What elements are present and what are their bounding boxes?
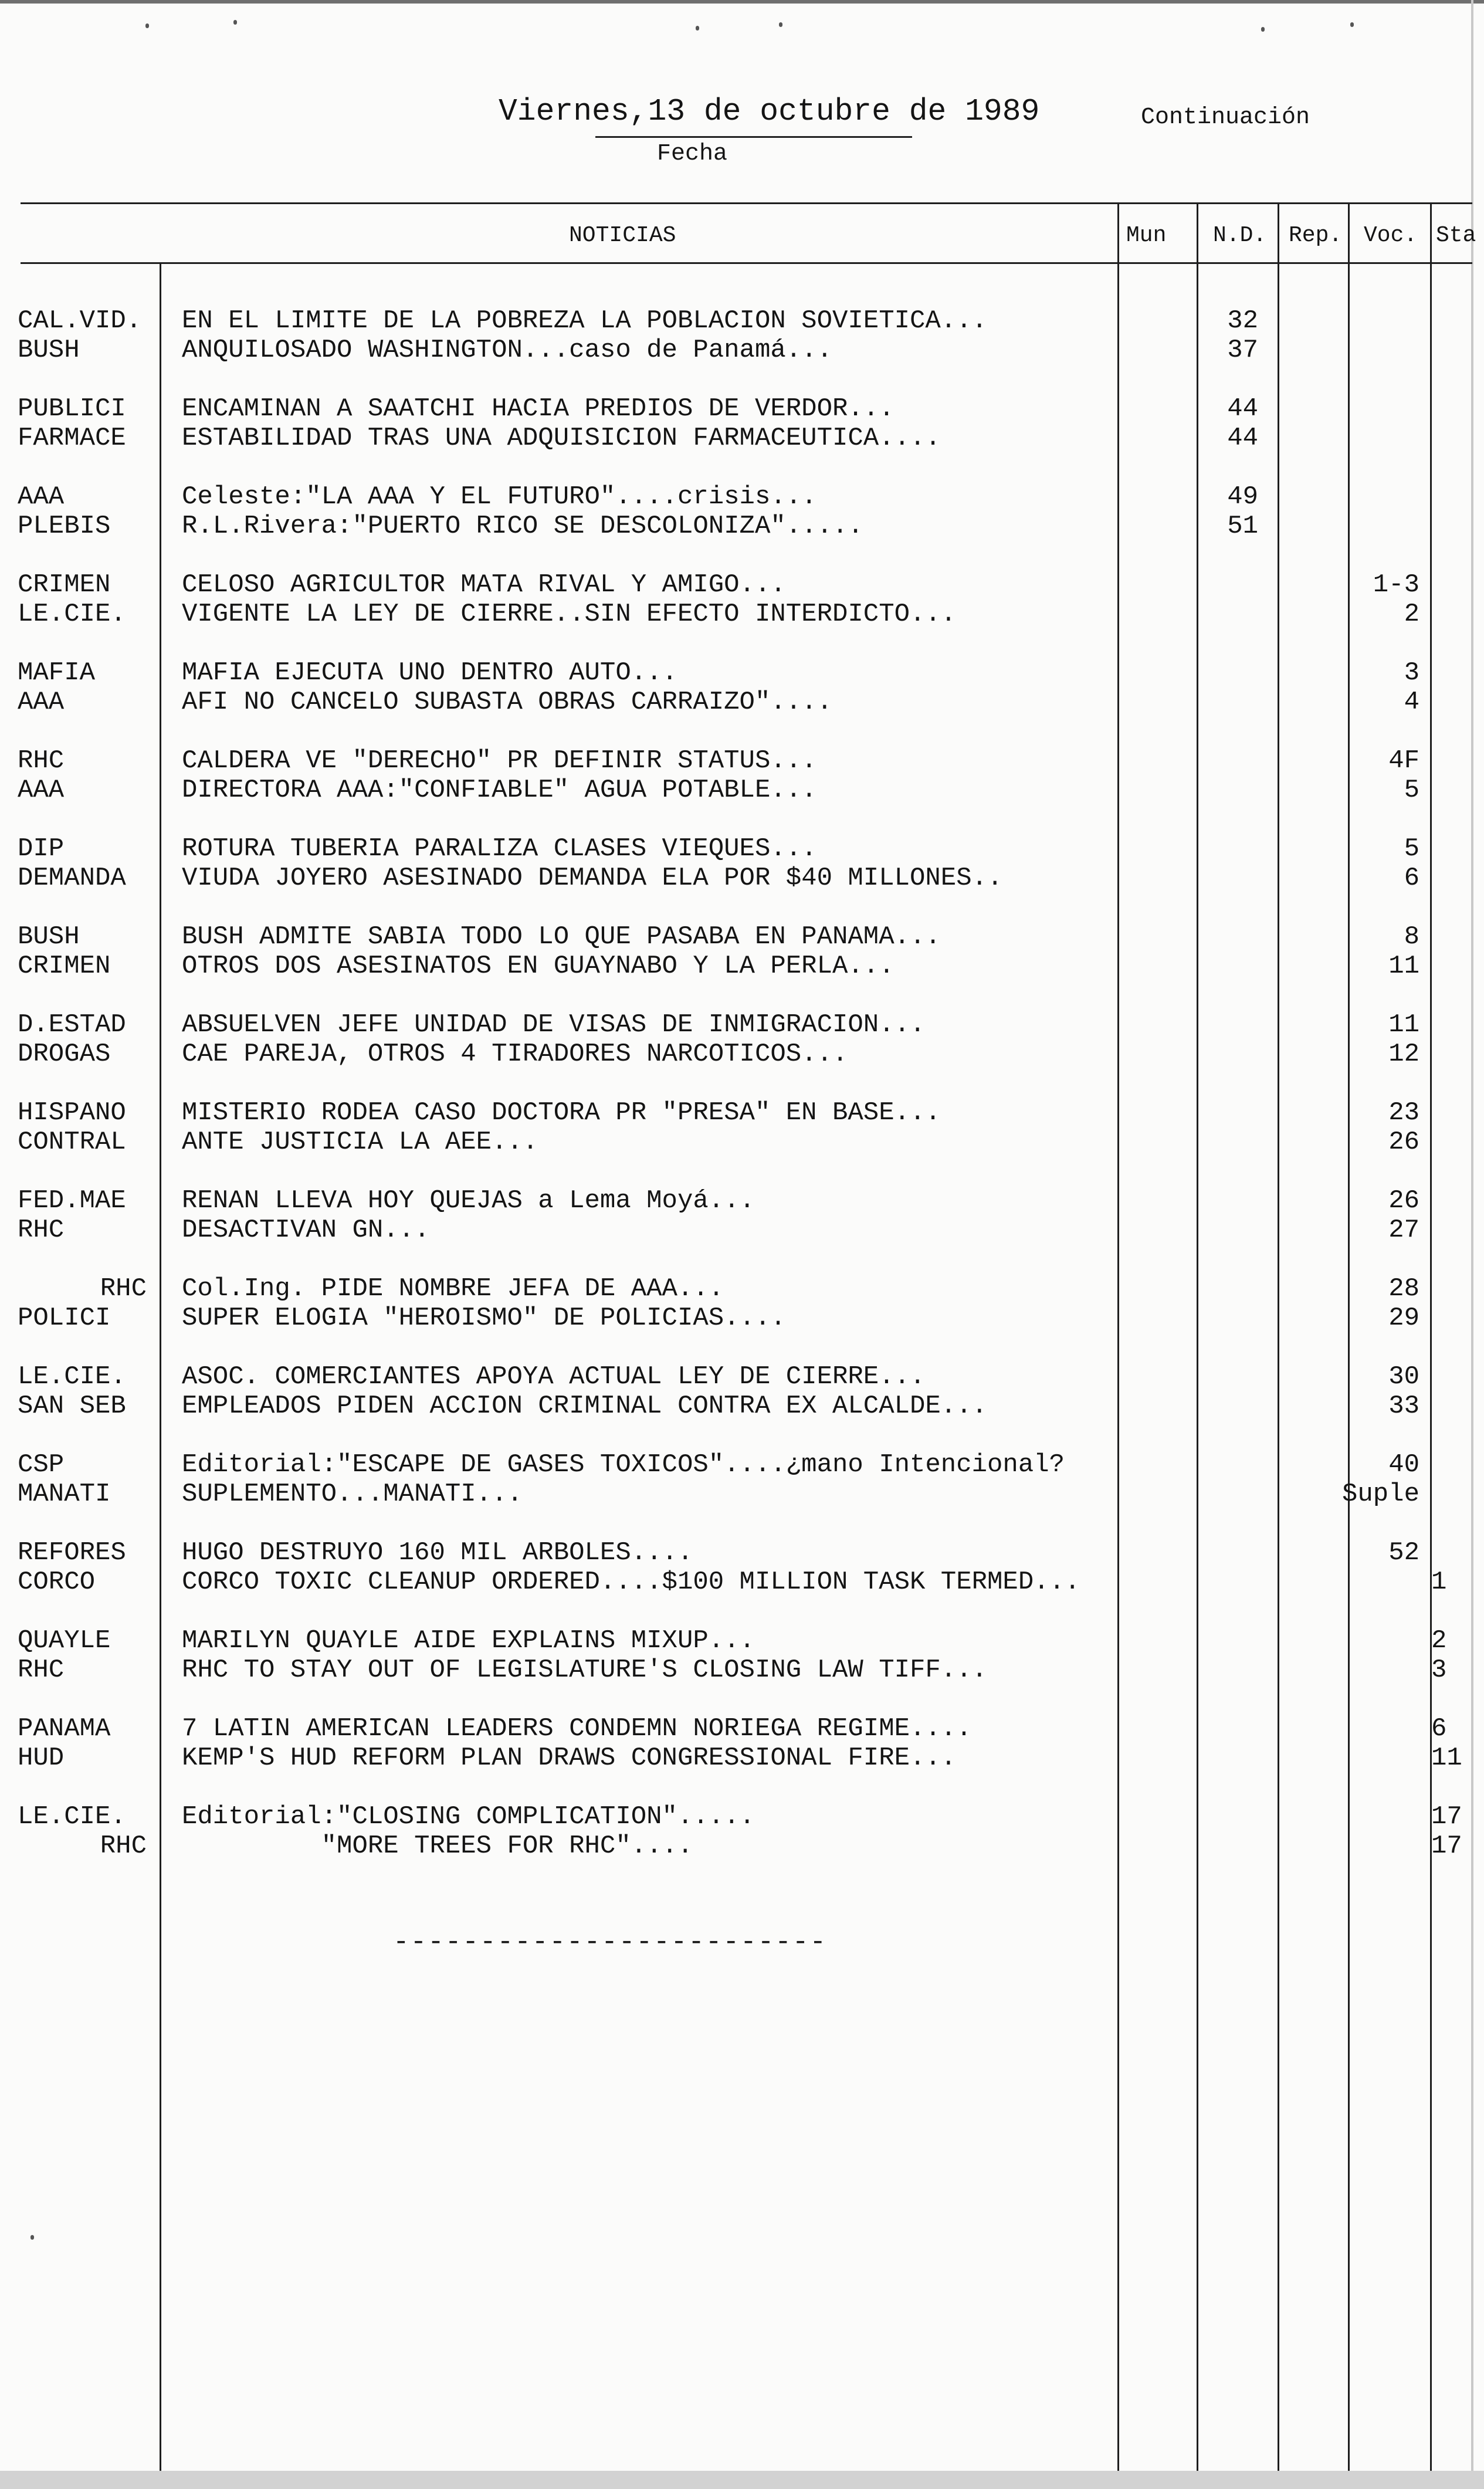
- group-spacer: [0, 1509, 1484, 1538]
- news-row: [0, 776, 1484, 805]
- group-spacer: [0, 1069, 1484, 1098]
- headline: Editorial:"ESCAPE DE GASES TOXICOS"....¿mano Intencional?: [182, 1450, 1065, 1479]
- col-header-nd: N.D.: [1213, 223, 1267, 248]
- nd-page: 32: [1227, 306, 1258, 336]
- section-code: CRIMEN: [18, 570, 111, 600]
- section-code: LE.CIE.: [18, 1802, 126, 1831]
- news-row: [0, 1274, 1484, 1303]
- headline: ASOC. COMERCIANTES APOYA ACTUAL LEY DE CIERRE...: [182, 1362, 926, 1391]
- news-row: [0, 951, 1484, 981]
- voc-page: 52: [1388, 1538, 1419, 1567]
- section-code: DIP: [18, 834, 65, 863]
- section-code: RHC: [18, 746, 65, 776]
- end-separator: -------------------------: [393, 1927, 828, 1958]
- nd-page: 51: [1227, 512, 1258, 541]
- headline: MARILYN QUAYLE AIDE EXPLAINS MIXUP...: [182, 1626, 755, 1655]
- voc-page: 4F: [1388, 746, 1419, 776]
- section-code: REFORES: [18, 1538, 126, 1567]
- voc-page: 27: [1388, 1215, 1419, 1245]
- news-row: [0, 834, 1484, 863]
- report-date: Viernes,13 de octubre de 1989: [499, 94, 1040, 129]
- headline: AFI NO CANCELO SUBASTA OBRAS CARRAIZO"....: [182, 688, 832, 717]
- voc-page: 6: [1404, 863, 1419, 893]
- headline: RENAN LLEVA HOY QUEJAS a Lema Moyá...: [182, 1186, 755, 1215]
- headline: SUPER ELOGIA "HEROISMO" DE POLICIAS....: [182, 1303, 786, 1333]
- headline: DIRECTORA AAA:"CONFIABLE" AGUA POTABLE...: [182, 776, 817, 805]
- sta-page: 6: [1431, 1714, 1447, 1743]
- news-row: [0, 1039, 1484, 1069]
- headline: ESTABILIDAD TRAS UNA ADQUISICION FARMACEUTICA....: [182, 424, 941, 453]
- voc-page: 2: [1404, 600, 1419, 629]
- news-row: [0, 1450, 1484, 1479]
- scan-dot: [696, 26, 699, 31]
- section-code: RHC: [18, 1655, 65, 1685]
- news-row: [0, 1831, 1484, 1861]
- news-row: [0, 658, 1484, 688]
- voc-page: 1-3: [1373, 570, 1419, 600]
- col-header-mun: Mun: [1126, 223, 1167, 248]
- voc-page: 11: [1388, 1010, 1419, 1039]
- headline: 7 LATIN AMERICAN LEADERS CONDEMN NORIEGA REGIME....: [182, 1714, 972, 1743]
- voc-page: 26: [1388, 1186, 1419, 1215]
- news-row: [0, 1303, 1484, 1333]
- headline: OTROS DOS ASESINATOS EN GUAYNABO Y LA PERLA...: [182, 951, 895, 981]
- news-row: [0, 922, 1484, 951]
- voc-page: 28: [1388, 1274, 1419, 1303]
- section-code: RHC: [100, 1831, 147, 1861]
- headline: CORCO TOXIC CLEANUP ORDERED....$100 MILLION TASK TERMED...: [182, 1567, 1080, 1597]
- section-code: RHC: [100, 1274, 147, 1303]
- voc-page: 26: [1388, 1127, 1419, 1157]
- headline: R.L.Rivera:"PUERTO RICO SE DESCOLONIZA".....: [182, 512, 863, 541]
- news-row: [0, 1567, 1484, 1597]
- section-code: DROGAS: [18, 1039, 111, 1069]
- nd-page: 37: [1227, 336, 1258, 365]
- group-spacer: [0, 893, 1484, 922]
- voc-page: 4: [1404, 688, 1419, 717]
- news-row: [0, 746, 1484, 776]
- headline: Editorial:"CLOSING COMPLICATION".....: [182, 1802, 755, 1831]
- sta-page: 11: [1431, 1743, 1462, 1773]
- col-header-voc: Voc.: [1364, 223, 1418, 248]
- section-code: PLEBIS: [18, 512, 111, 541]
- group-spacer: [0, 981, 1484, 1010]
- section-code: SAN SEB: [18, 1391, 126, 1421]
- news-row: [0, 688, 1484, 717]
- headline: CELOSO AGRICULTOR MATA RIVAL Y AMIGO...: [182, 570, 786, 600]
- section-code: FED.MAE: [18, 1186, 126, 1215]
- headline: SUPLEMENTO...MANATI...: [182, 1479, 523, 1509]
- headline: ANTE JUSTICIA LA AEE...: [182, 1127, 538, 1157]
- voc-page: 29: [1388, 1303, 1419, 1333]
- section-code: POLICI: [18, 1303, 111, 1333]
- scan-dot: [1350, 22, 1354, 27]
- headline: "MORE TREES FOR RHC"....: [182, 1831, 693, 1861]
- section-code: BUSH: [18, 336, 80, 365]
- section-code: CONTRAL: [18, 1127, 126, 1157]
- continuation-label: Continuación: [1141, 104, 1310, 131]
- headline: ROTURA TUBERIA PARALIZA CLASES VIEQUES...: [182, 834, 817, 863]
- news-row: [0, 1626, 1484, 1655]
- top-edge: [0, 0, 1484, 4]
- headline: DESACTIVAN GN...: [182, 1215, 430, 1245]
- date-underline: [595, 136, 912, 138]
- section-code: LE.CIE.: [18, 1362, 126, 1391]
- sta-page: 17: [1431, 1831, 1462, 1861]
- news-row: [0, 1215, 1484, 1245]
- voc-page: 5: [1404, 834, 1419, 863]
- scan-dot: [779, 22, 782, 27]
- section-code: CAL.VID.: [18, 306, 142, 336]
- sta-page: 2: [1431, 1626, 1447, 1655]
- news-row: [0, 1655, 1484, 1685]
- section-code: LE.CIE.: [18, 600, 126, 629]
- news-row: [0, 1391, 1484, 1421]
- headline: ENCAMINAN A SAATCHI HACIA PREDIOS DE VERDOR...: [182, 394, 895, 424]
- table-top-rule: [21, 202, 1472, 204]
- headline: KEMP'S HUD REFORM PLAN DRAWS CONGRESSIONAL FIRE...: [182, 1743, 957, 1773]
- news-row: [0, 1743, 1484, 1773]
- group-spacer: [0, 453, 1484, 482]
- nd-page: 44: [1227, 424, 1258, 453]
- voc-page: 23: [1388, 1098, 1419, 1127]
- news-row: [0, 512, 1484, 541]
- headline: HUGO DESTRUYO 160 MIL ARBOLES....: [182, 1538, 693, 1567]
- news-row: [0, 1098, 1484, 1127]
- headline: ABSUELVEN JEFE UNIDAD DE VISAS DE INMIGRACION...: [182, 1010, 926, 1039]
- group-spacer: [0, 629, 1484, 658]
- voc-page: Suple: [1341, 1479, 1419, 1509]
- news-row: [0, 394, 1484, 424]
- bottom-edge: [0, 2471, 1484, 2489]
- section-code: BUSH: [18, 922, 80, 951]
- headline: RHC TO STAY OUT OF LEGISLATURE'S CLOSING LAW TIFF...: [182, 1655, 988, 1685]
- section-code: AAA: [18, 688, 65, 717]
- col-header-rep: Rep.: [1289, 223, 1343, 248]
- headline: Col.Ing. PIDE NOMBRE JEFA DE AAA...: [182, 1274, 724, 1303]
- voc-page: 40: [1388, 1450, 1419, 1479]
- scan-dot: [1261, 27, 1265, 32]
- section-code: HISPANO: [18, 1098, 126, 1127]
- headline: EN EL LIMITE DE LA POBREZA LA POBLACION SOVIETICA...: [182, 306, 988, 336]
- headline: Celeste:"LA AAA Y EL FUTURO"....crisis...: [182, 482, 817, 512]
- group-spacer: [0, 1861, 1484, 1890]
- section-code: HUD: [18, 1743, 65, 1773]
- section-code: CRIMEN: [18, 951, 111, 981]
- section-code: DEMANDA: [18, 863, 126, 893]
- voc-page: 30: [1388, 1362, 1419, 1391]
- group-spacer: [0, 365, 1484, 394]
- section-code: AAA: [18, 482, 65, 512]
- news-row: [0, 600, 1484, 629]
- headline: CAE PAREJA, OTROS 4 TIRADORES NARCOTICOS...: [182, 1039, 848, 1069]
- section-code: D.ESTAD: [18, 1010, 126, 1039]
- news-row: [0, 570, 1484, 600]
- news-row: [0, 1362, 1484, 1391]
- voc-page: 3: [1404, 658, 1419, 688]
- news-row: [0, 1479, 1484, 1509]
- section-code: QUAYLE: [18, 1626, 111, 1655]
- section-code: CSP: [18, 1450, 65, 1479]
- group-spacer: [0, 717, 1484, 746]
- group-spacer: [0, 541, 1484, 570]
- group-spacer: [0, 1333, 1484, 1362]
- section-code: MAFIA: [18, 658, 96, 688]
- sta-page: 3: [1431, 1655, 1447, 1685]
- news-row: [0, 1186, 1484, 1215]
- nd-page: 49: [1227, 482, 1258, 512]
- news-row: [0, 1127, 1484, 1157]
- headline: EMPLEADOS PIDEN ACCION CRIMINAL CONTRA EX ALCALDE...: [182, 1391, 988, 1421]
- group-spacer: [0, 1773, 1484, 1802]
- col-header-sta: Sta: [1436, 223, 1476, 248]
- scan-dot: [233, 20, 237, 25]
- col-header-noticias: NOTICIAS: [569, 223, 676, 248]
- date-caption: Fecha: [657, 141, 728, 167]
- section-code: FARMACE: [18, 424, 126, 453]
- voc-page: 8: [1404, 922, 1419, 951]
- news-row: [0, 336, 1484, 365]
- voc-page: 5: [1404, 776, 1419, 805]
- section-code: PUBLICI: [18, 394, 126, 424]
- news-row: [0, 306, 1484, 336]
- group-spacer: [0, 1421, 1484, 1450]
- group-spacer: [0, 1157, 1484, 1186]
- headline: CALDERA VE "DERECHO" PR DEFINIR STATUS...: [182, 746, 817, 776]
- news-row: [0, 424, 1484, 453]
- section-code: PANAMA: [18, 1714, 111, 1743]
- section-code: MANATI: [18, 1479, 111, 1509]
- sta-page: 1: [1431, 1567, 1447, 1597]
- news-row: [0, 1802, 1484, 1831]
- news-row: [0, 482, 1484, 512]
- voc-page: 12: [1388, 1039, 1419, 1069]
- section-code: AAA: [18, 776, 65, 805]
- news-row: [0, 863, 1484, 893]
- group-spacer: [0, 805, 1484, 834]
- scan-dot: [31, 2235, 34, 2240]
- headline: VIGENTE LA LEY DE CIERRE..SIN EFECTO INTERDICTO...: [182, 600, 957, 629]
- sta-page: 17: [1431, 1802, 1462, 1831]
- voc-page: 33: [1388, 1391, 1419, 1421]
- headline: MISTERIO RODEA CASO DOCTORA PR "PRESA" EN BASE...: [182, 1098, 941, 1127]
- group-spacer: [0, 1245, 1484, 1274]
- news-row: [0, 1538, 1484, 1567]
- voc-page: 11: [1388, 951, 1419, 981]
- group-spacer: [0, 1685, 1484, 1714]
- section-code: RHC: [18, 1215, 65, 1245]
- section-code: CORCO: [18, 1567, 96, 1597]
- group-spacer: [0, 1597, 1484, 1626]
- headline: BUSH ADMITE SABIA TODO LO QUE PASABA EN PANAMA...: [182, 922, 941, 951]
- scan-dot: [145, 23, 149, 28]
- headline: ANQUILOSADO WASHINGTON...caso de Panamá...: [182, 336, 832, 365]
- headline: VIUDA JOYERO ASESINADO DEMANDA ELA POR $40 MILLONES..: [182, 863, 1003, 893]
- news-list: [0, 306, 1484, 1890]
- news-row: [0, 1714, 1484, 1743]
- table-header-rule: [21, 262, 1472, 264]
- headline: MAFIA EJECUTA UNO DENTRO AUTO...: [182, 658, 677, 688]
- nd-page: 44: [1227, 394, 1258, 424]
- news-row: [0, 1010, 1484, 1039]
